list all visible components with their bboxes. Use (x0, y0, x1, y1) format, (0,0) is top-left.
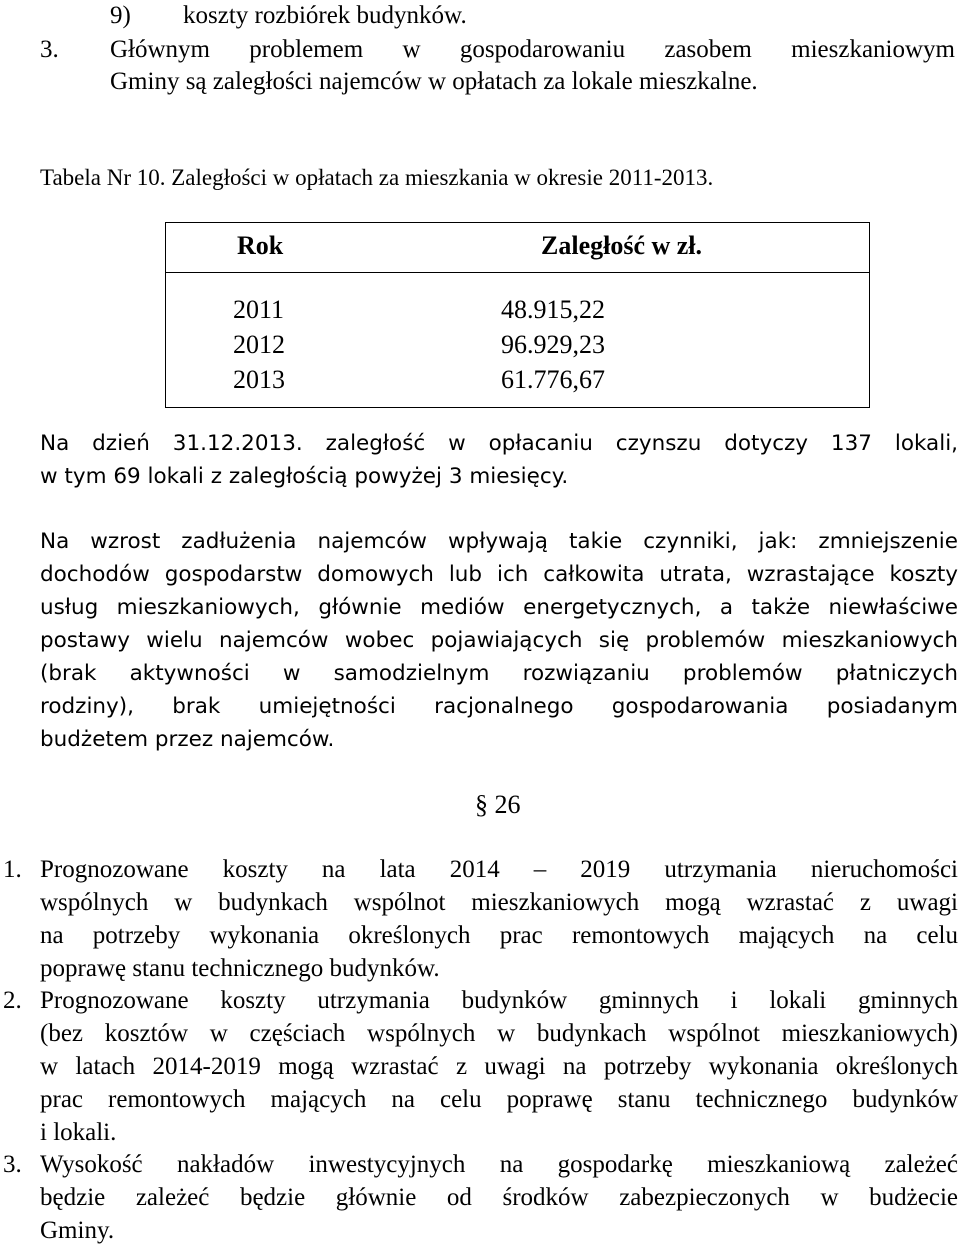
list-item-3-line-1: Głównym problemem w gospodarowaniu zasobem mieszkaniowym (110, 36, 955, 63)
list-item-1-line: wspólnych w budynkach wspólnot mieszkaniowych mogą wzrastać z uwagi (40, 889, 958, 916)
list-item-2-line: Prognozowane koszty utrzymania budynków gminnych i lokali gminnych (40, 987, 958, 1014)
table-border (165, 407, 870, 408)
paragraph-line: usług mieszkaniowych, głównie mediów energetycznych, a także niewłaściwe (40, 595, 958, 620)
table-header-year: Rok (237, 231, 284, 260)
paragraph-line: (brak aktywności w samodzielnym rozwiązaniu problemów płatniczych (40, 661, 958, 686)
list-item-2-line: i lokali. (40, 1119, 117, 1146)
list-item-3b-line: Wysokość nakładów inwestycyjnych na gospodarkę mieszkaniową zależeć (40, 1151, 958, 1178)
list-item-1-number: 1. (3, 856, 22, 883)
table-header-arrears: Zaległość w zł. (541, 231, 703, 260)
list-item-2-line: prac remontowych mających na celu poprawę stanu technicznego budynków (40, 1086, 958, 1113)
paragraph-line: postawy wielu najemców wobec pojawiających się problemów mieszkaniowych (40, 628, 958, 653)
paragraph-line: budżetem przez najemców. (40, 727, 335, 752)
list-item-2-number: 2. (3, 987, 22, 1014)
list-item-3-number: 3. (40, 36, 59, 63)
list-item-3b-line: Gminy. (40, 1217, 115, 1244)
table-caption: Tabela Nr 10. Zaległości w opłatach za mieszkania w okresie 2011-2013. (40, 165, 714, 190)
paragraph-line: dochodów gospodarstw domowych lub ich całkowita utrata, wzrastające koszty (40, 562, 958, 587)
note-line-2: w tym 69 lokali z zaległością powyżej 3 miesięcy. (40, 464, 569, 489)
list-item-9-text: koszty rozbiórek budynków. (183, 2, 467, 29)
list-item-9-number: 9) (110, 2, 131, 29)
table-cell-year: 2011 (233, 295, 285, 324)
table-cell-year: 2012 (233, 330, 285, 359)
list-item-3b-number: 3. (3, 1151, 22, 1178)
table-border (165, 222, 166, 408)
section-marker: § 26 (475, 790, 521, 819)
note-line-1: Na dzień 31.12.2013. zaległość w opłacaniu czynszu dotyczy 137 lokali, (40, 431, 958, 456)
table-border (165, 222, 870, 223)
paragraph-line: rodziny), brak umiejętności racjonalnego gospodarowania posiadanym (40, 694, 958, 719)
list-item-3b-line: będzie zależeć będzie głównie od środków zabezpieczonych w budżecie (40, 1184, 958, 1211)
table-cell-arrears: 48.915,22 (501, 295, 605, 324)
list-item-3-line-2: Gminy są zaległości najemców w opłatach za lokale mieszkalne. (110, 68, 758, 95)
paragraph-line: Na wzrost zadłużenia najemców wpływają takie czynniki, jak: zmniejszenie (40, 529, 958, 554)
table-cell-arrears: 61.776,67 (501, 365, 605, 394)
list-item-1-line: na potrzeby wykonania określonych prac remontowych mających na celu (40, 922, 958, 949)
list-item-2-line: w latach 2014-2019 mogą wzrastać z uwagi na potrzeby wykonania określonych (40, 1053, 958, 1080)
arrears-table (165, 222, 870, 408)
list-item-1-line: poprawę stanu technicznego budynków. (40, 955, 440, 982)
table-border (869, 222, 870, 408)
list-item-2-line: (bez kosztów w częściach wspólnych w budynkach wspólnot mieszkaniowych) (40, 1020, 958, 1047)
list-item-1-line: Prognozowane koszty na lata 2014 – 2019 utrzymania nieruchomości (40, 856, 958, 883)
table-header-divider (165, 272, 870, 273)
table-cell-year: 2013 (233, 365, 285, 394)
table-cell-arrears: 96.929,23 (501, 330, 605, 359)
